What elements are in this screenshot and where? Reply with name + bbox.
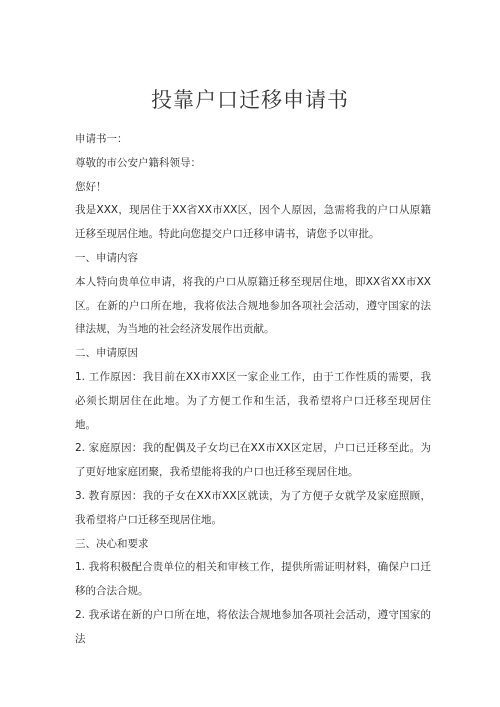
document-body [75, 128, 431, 652]
salutation-heading: 申请书一： [75, 133, 128, 145]
greeting-line: 您好！ [75, 180, 107, 193]
section-heading-3: 三、决心和要求 [75, 537, 149, 550]
intro-paragraph: 我是XXX，现居住于XX省XX市XX区，因个人原因，急需将我的户口从原籍迁移至现居住地。特此向您提交户口迁移申请书，请您予以审批。 [75, 204, 431, 241]
commitment-2-paragraph: 2. 我承诺在新的户口所在地，将依法合规地参加各项社会活动，遵守国家的法 [75, 608, 431, 645]
reason-education-paragraph: 3. 教育原因：我的子女在XX市XX区就读，为了方便子女就学及家庭照顾，我希望将户口迁移至现居住地。 [75, 489, 431, 526]
recipient-line: 尊敬的市公安户籍科领导： [75, 156, 201, 169]
document-title: 投靠户口迁移申请书 [151, 88, 349, 112]
reason-family-paragraph: 2. 家庭原因：我的配偶及子女均已在XX市XX区定居，户口已迁移至此。为了更好地家庭团聚，我希望能将我的户口也迁移至现居住地。 [75, 442, 431, 479]
section-1-paragraph: 本人特向贵单位申请，将我的户口从原籍迁移至现居住地，即XX省XX市XX区。在新的户口所在地，我将依法合规地参加各项社会活动，遵守国家的法律法规，为当地的社会经济发展作出贡献。 [75, 275, 431, 336]
section-heading-2: 二、申请原因 [75, 347, 138, 360]
reason-work-paragraph: 1. 工作原因：我目前在XX市XX区一家企业工作，由于工作性质的需要，我必须长期居住在此地。为了方便工作和生活，我希望将户口迁移至现居住地。 [75, 370, 431, 431]
commitment-1-paragraph: 1. 我将积极配合贵单位的相关和审核工作，提供所需证明材料，确保户口迁移的合法合规。 [75, 561, 431, 598]
section-heading-1: 一、申请内容 [75, 251, 138, 264]
